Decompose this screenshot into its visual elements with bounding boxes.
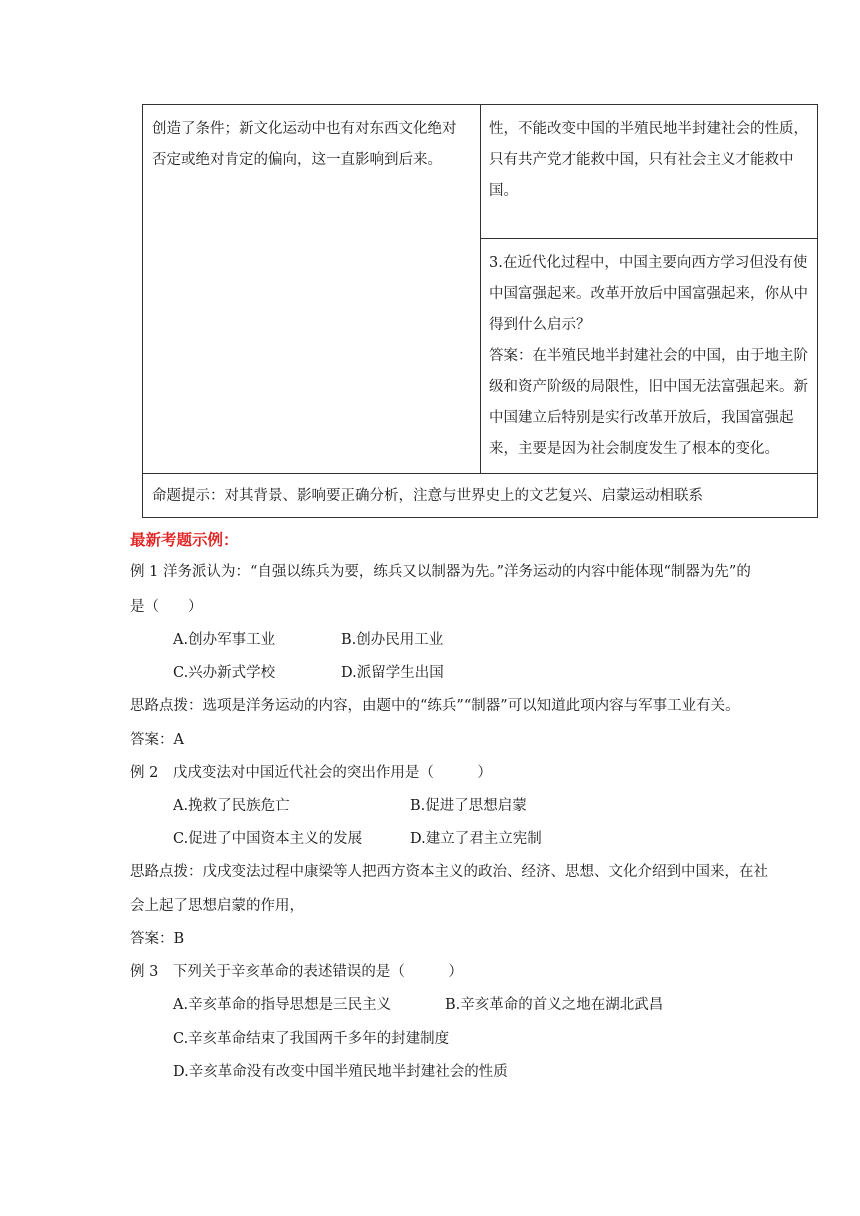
example3-option-a: A.辛亥革命的指导思想是三民主义 [173, 997, 392, 1013]
table-cell-right-middle [480, 238, 818, 474]
example1-option-c: C.兴办新式学校 [173, 665, 276, 681]
example1-option-b: B.创办民用工业 [341, 632, 444, 648]
example3-stem: 例 3 下列关于辛亥革命的表述错误的是（ ） [130, 964, 463, 980]
example2-option-b: B.促进了思想启蒙 [410, 798, 527, 814]
example1-stem-line1: 例 1 洋务派认为：“自强以练兵为要，练兵又以制器为先。”洋务运动的内容中能体现“制器为先”的 [130, 564, 751, 580]
example1-option-d: D.派留学生出国 [341, 665, 444, 681]
example2-hint-line2: 会上起了思想启蒙的作用， [130, 898, 304, 914]
bottom-cell-text: 命题提示：对其背景、影响要正确分析，注意与世界史上的文艺复兴、启蒙运动相联系 [152, 488, 703, 504]
right-middle-cell-text [489, 248, 813, 465]
summary-table [142, 104, 818, 518]
example2-option-c: C.促进了中国资本主义的发展 [173, 831, 363, 847]
example1-option-a: A.创办军事工业 [173, 632, 276, 648]
table-cell-right-top [480, 104, 818, 239]
right-top-cell-text: 性，不能改变中国的半殖民地半封建社会的性质，只有共产党才能救中国，只有社会主义才能救中国。 [489, 121, 808, 199]
example2-option-a: A.挽救了民族危亡 [173, 798, 290, 814]
table-cell-left [142, 104, 481, 474]
example3-option-d: D.辛亥革命没有改变中国半殖民地半封建社会的性质 [173, 1064, 508, 1080]
example3-option-b: B.辛亥革命的首义之地在湖北武昌 [445, 997, 664, 1013]
example1-hint: 思路点拨：选项是洋务运动的内容，由题中的“练兵”“制器”可以知道此项内容与军事工业有关。 [130, 698, 740, 714]
example2-hint-line1: 思路点拨：戊戌变法过程中康梁等人把西方资本主义的政治、经济、思想、文化介绍到中国来，在社 [130, 864, 768, 880]
example2-option-d: D.建立了君主立宪制 [410, 831, 542, 847]
example3-option-c: C.辛亥革命结束了我国两千多年的封建制度 [173, 1031, 450, 1047]
left-cell-text: 创造了条件；新文化运动中也有对东西文化绝对否定或绝对肯定的偏向，这一直影响到后来。 [152, 121, 457, 168]
answer-text: 答案：在半殖民地半封建社会的中国，由于地主阶级和资产阶级的局限性，旧中国无法富强起来。新中国建立后特别是实行改革开放后，我国富强起来，主要是因为社会制度发生了根本的变化。 [489, 348, 808, 457]
question-text: 3.在近代化过程中，中国主要向西方学习但没有使中国富强起来。改革开放后中国富强起来，你从中得到什么启示？ [489, 255, 808, 333]
table-cell-bottom [142, 473, 818, 518]
example1-answer: 答案：A [130, 732, 184, 748]
example2-stem: 例 2 戊戌变法对中国近代社会的突出作用是（ ） [130, 765, 492, 781]
example2-answer: 答案：B [130, 931, 185, 947]
example1-stem-line2: 是（ ） [130, 599, 203, 615]
section-heading: 最新考题示例： [130, 530, 239, 549]
